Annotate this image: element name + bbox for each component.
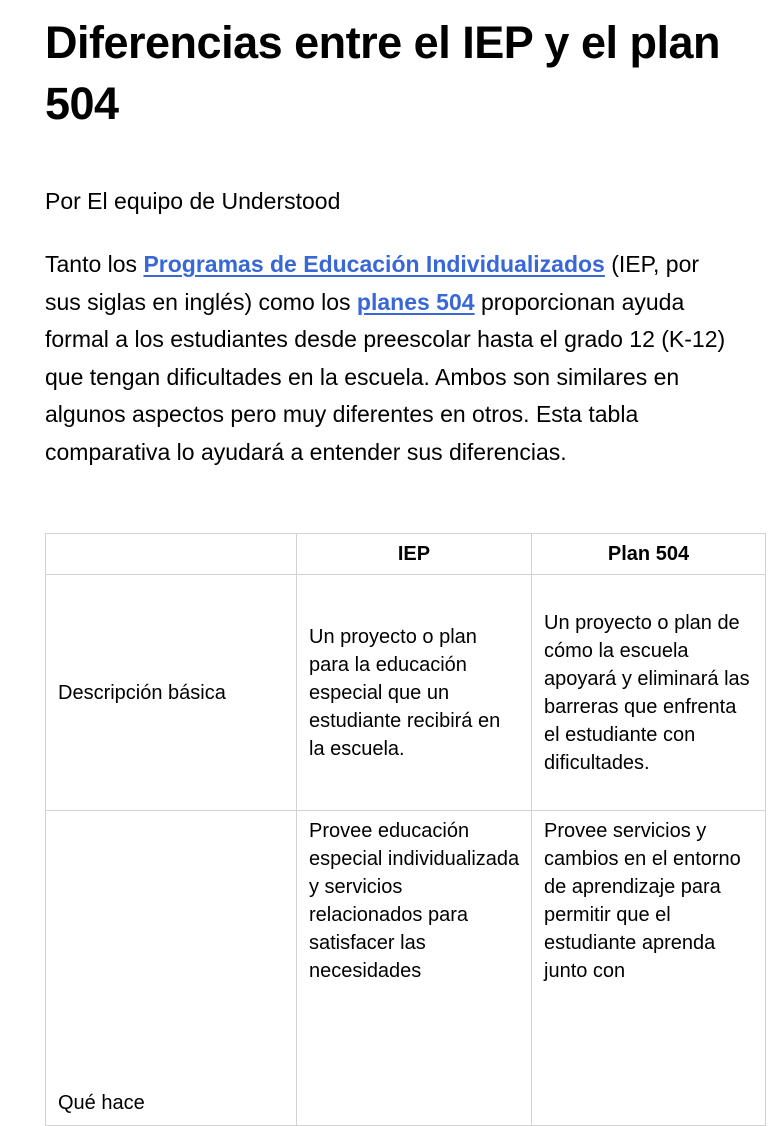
cell-iep-descripcion: Un proyecto o plan para la educación especial que un estudiante recibirá en la escuela.	[297, 575, 532, 811]
article-byline: Por El equipo de Understood	[45, 188, 341, 214]
intro-text-3: proporcionan ayuda formal a los estudiantes desde preescolar hasta el grado 12 (K-12) que tengan dificultades en la escuela. Ambos son similares en algunos aspectos pero muy diferentes en otros. Esta tabla comparativa lo ayudará a entender sus diferencias.	[45, 288, 726, 465]
iep-link[interactable]: Programas de Educación Individualizados	[143, 251, 605, 277]
header-cell-plan-504: Plan 504	[532, 534, 766, 575]
header-cell-iep: IEP	[297, 534, 532, 575]
comparison-table	[45, 533, 766, 1126]
plan-504-link[interactable]: planes 504	[356, 288, 475, 315]
cell-504-descripcion: Un proyecto o plan de cómo la escuela apoyará y eliminará las barreras que enfrenta el estudiante con dificultades.	[532, 575, 766, 811]
article-title: Diferencias entre el IEP y el plan 504	[45, 17, 720, 129]
cell-504-que-hace: Provee servicios y cambios en el entorno de aprendizaje para permitir que el estudiante aprenda junto con	[532, 811, 766, 1126]
comparison-table-container[interactable]	[45, 533, 750, 1114]
table-row	[46, 575, 766, 811]
table-row	[46, 811, 766, 1126]
header-cell-empty	[46, 534, 297, 575]
row-label-descripcion-basica: Descripción básica	[46, 575, 297, 811]
table-header-row	[46, 534, 766, 575]
article-intro	[45, 246, 735, 471]
cell-iep-que-hace: Provee educación especial individualizada y servicios relacionados para satisfacer las necesidades	[297, 811, 532, 1126]
intro-text-1: Tanto los	[45, 251, 144, 277]
intro-text-2: (IEP, por sus siglas en inglés) como los	[45, 251, 700, 315]
row-label-que-hace: Qué hace	[46, 811, 297, 1126]
